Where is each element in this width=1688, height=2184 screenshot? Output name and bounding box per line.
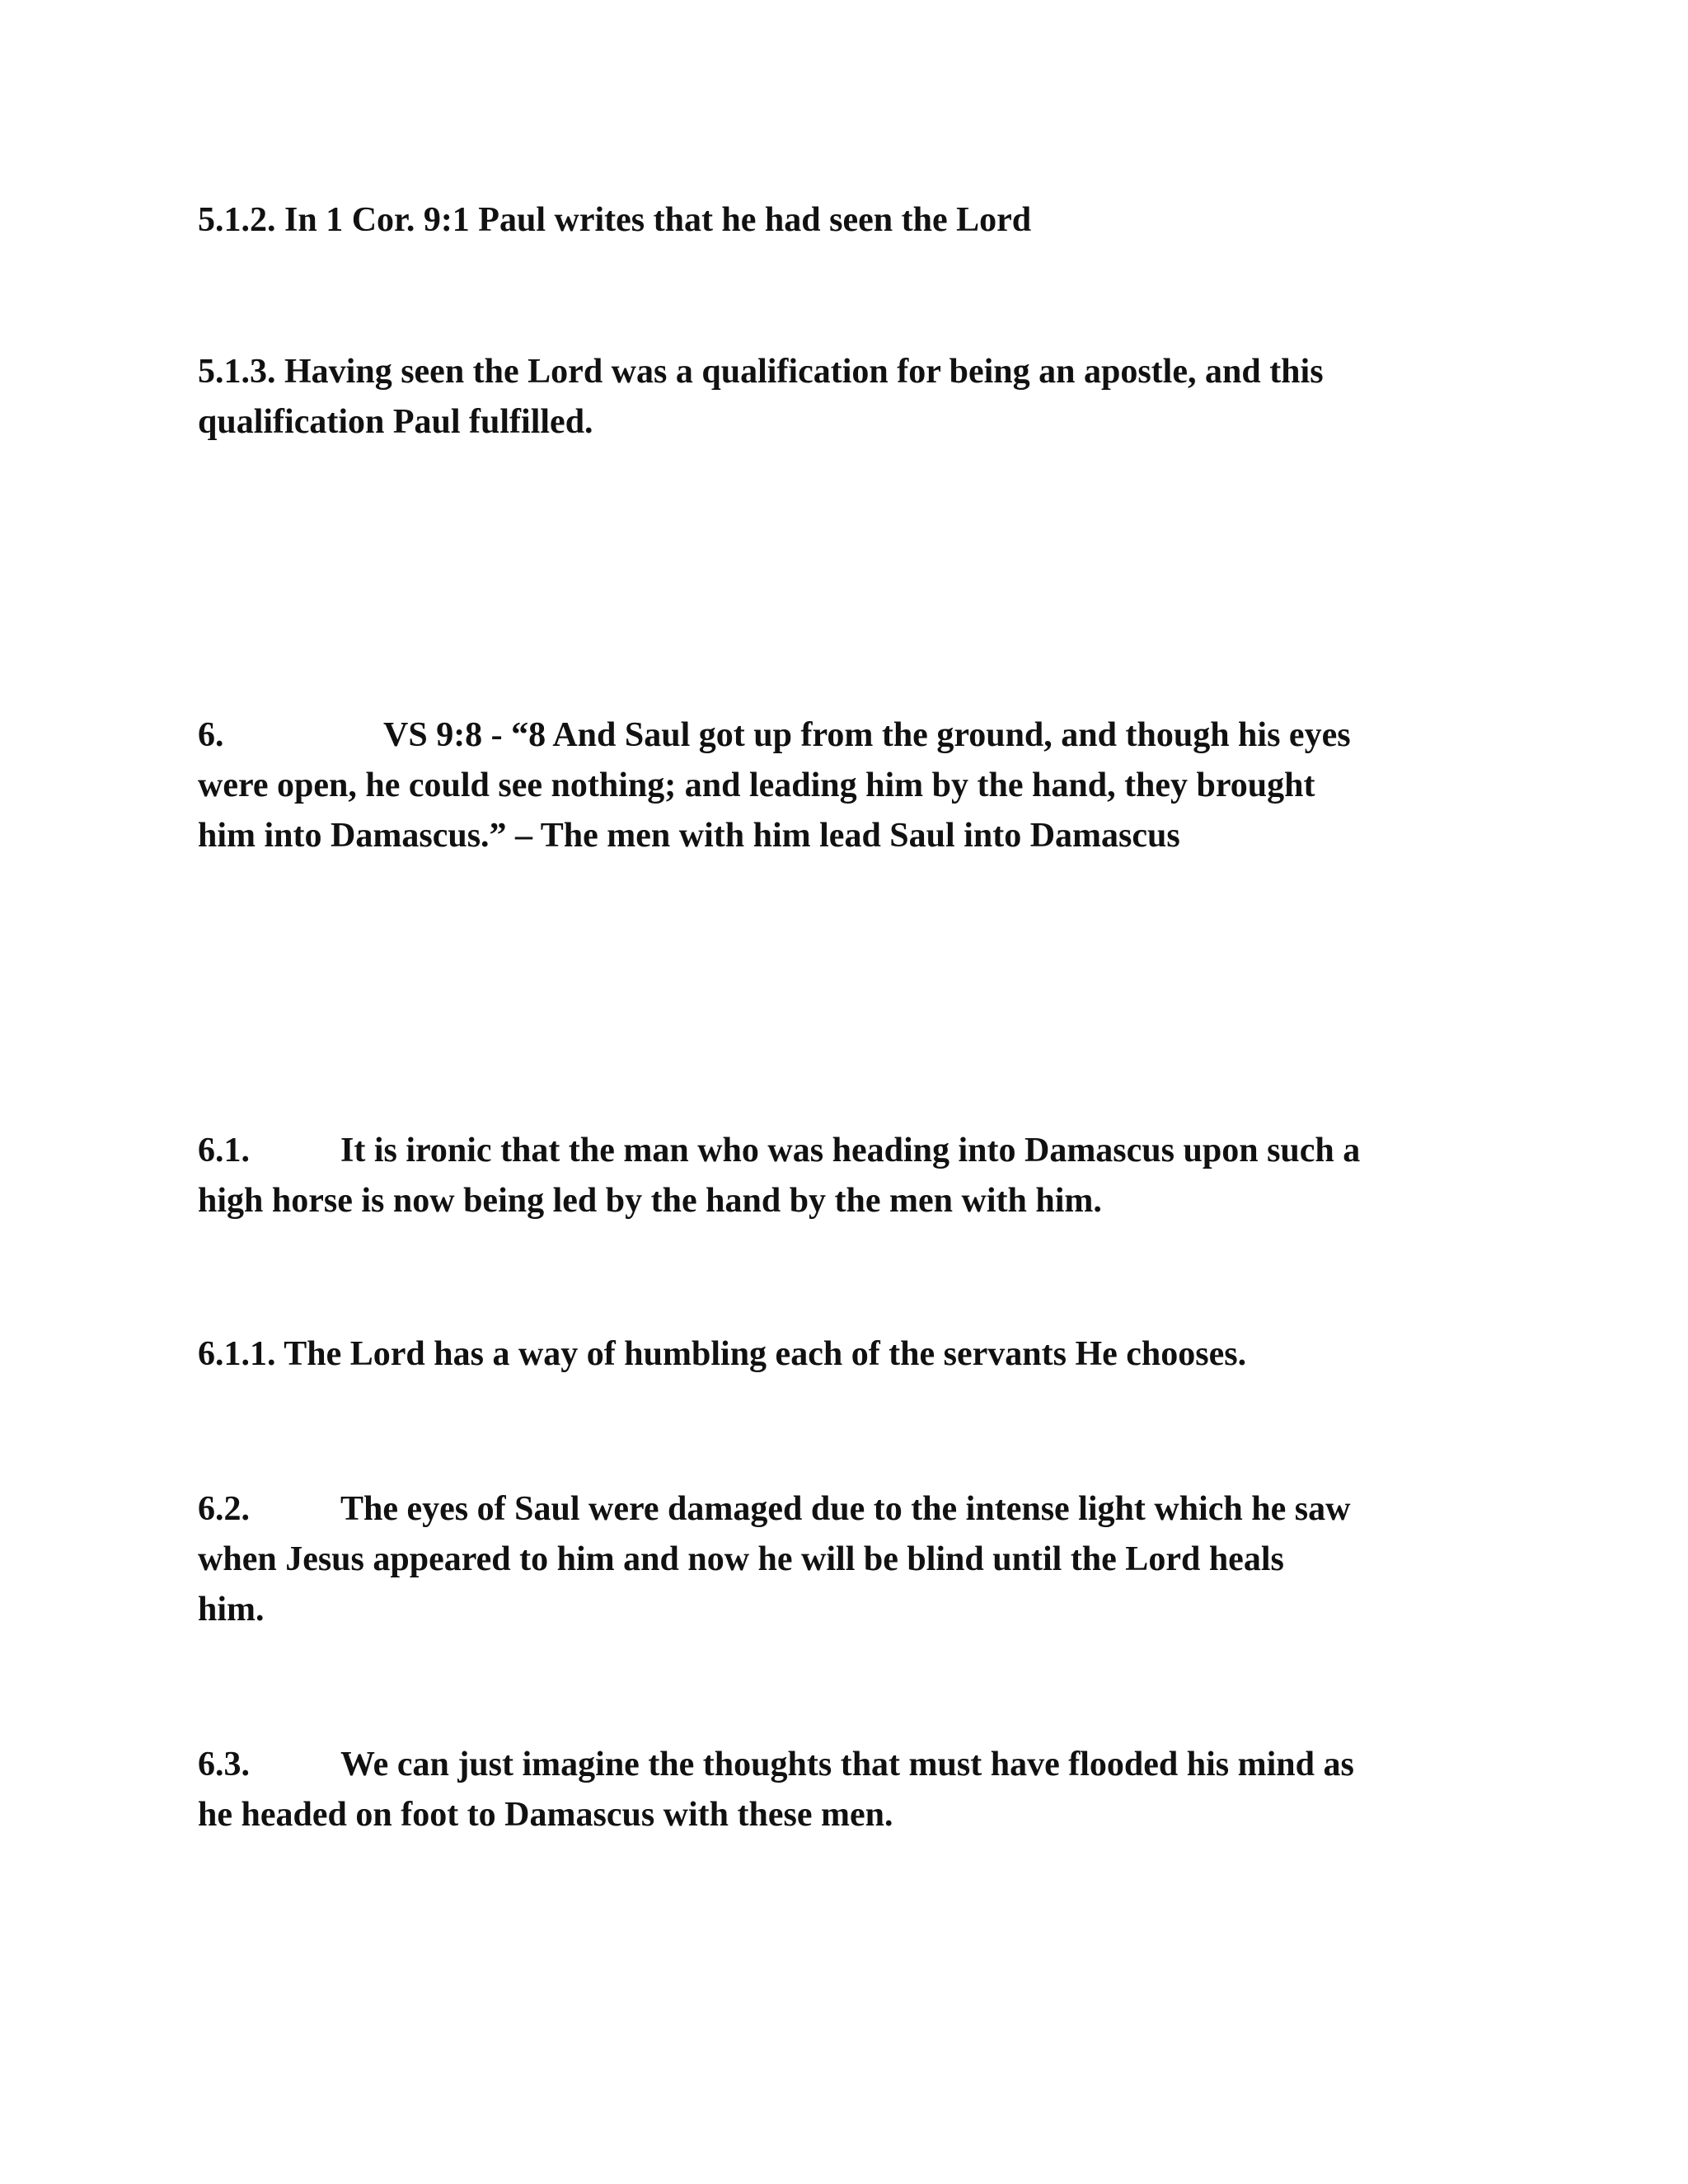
paragraph-first-line: It is ironic that the man who was heading into Damascus upon such a [340,1132,1361,1169]
text-line: 5.1.3. Having seen the Lord was a qualification for being an apostle, and this [198,353,1324,391]
text-line: he headed on foot to Damascus with these men. [198,1796,893,1834]
paragraph-5-1-2 [198,195,1517,246]
text-line: high horse is now being led by the hand by the men with him. [198,1182,1102,1220]
paragraph-first-line: We can just imagine the thoughts that must have flooded his mind as [340,1746,1354,1783]
text-line: him into Damascus.” – The men with him lead Saul into Damascus [198,817,1180,855]
text-line [198,1740,1517,1790]
text-line: 5.1.2. In 1 Cor. 9:1 Paul writes that he had seen the Lord [198,201,1032,239]
paragraph-6 [198,710,1517,861]
text-line: him. [198,1591,265,1629]
paragraph-6-2 [198,1484,1517,1635]
paragraph-number: 6.3. [198,1746,250,1783]
paragraph-first-line: The eyes of Saul were damaged due to the intense light which he saw [340,1490,1351,1528]
text-line: were open, he could see nothing; and leading him by the hand, they brought [198,766,1315,804]
paragraph-first-line: VS 9:8 - “8 And Saul got up from the ground, and though his eyes [383,716,1351,754]
paragraph-5-1-3 [198,347,1517,448]
paragraph-number: 6.2. [198,1490,250,1528]
paragraph-6-1-1 [198,1329,1517,1380]
text-line: when Jesus appeared to him and now he will be blind until the Lord heals [198,1540,1284,1578]
paragraph-6-3 [198,1740,1517,1840]
text-line: 6.1.1. The Lord has a way of humbling each of the servants He chooses. [198,1335,1247,1373]
text-line: qualification Paul fulfilled. [198,403,593,441]
text-line [198,1126,1517,1176]
text-line [198,710,1517,761]
paragraph-number: 6.1. [198,1132,250,1169]
text-line [198,1484,1517,1535]
paragraph-number: 6. [198,716,224,754]
paragraph-6-1 [198,1126,1517,1226]
